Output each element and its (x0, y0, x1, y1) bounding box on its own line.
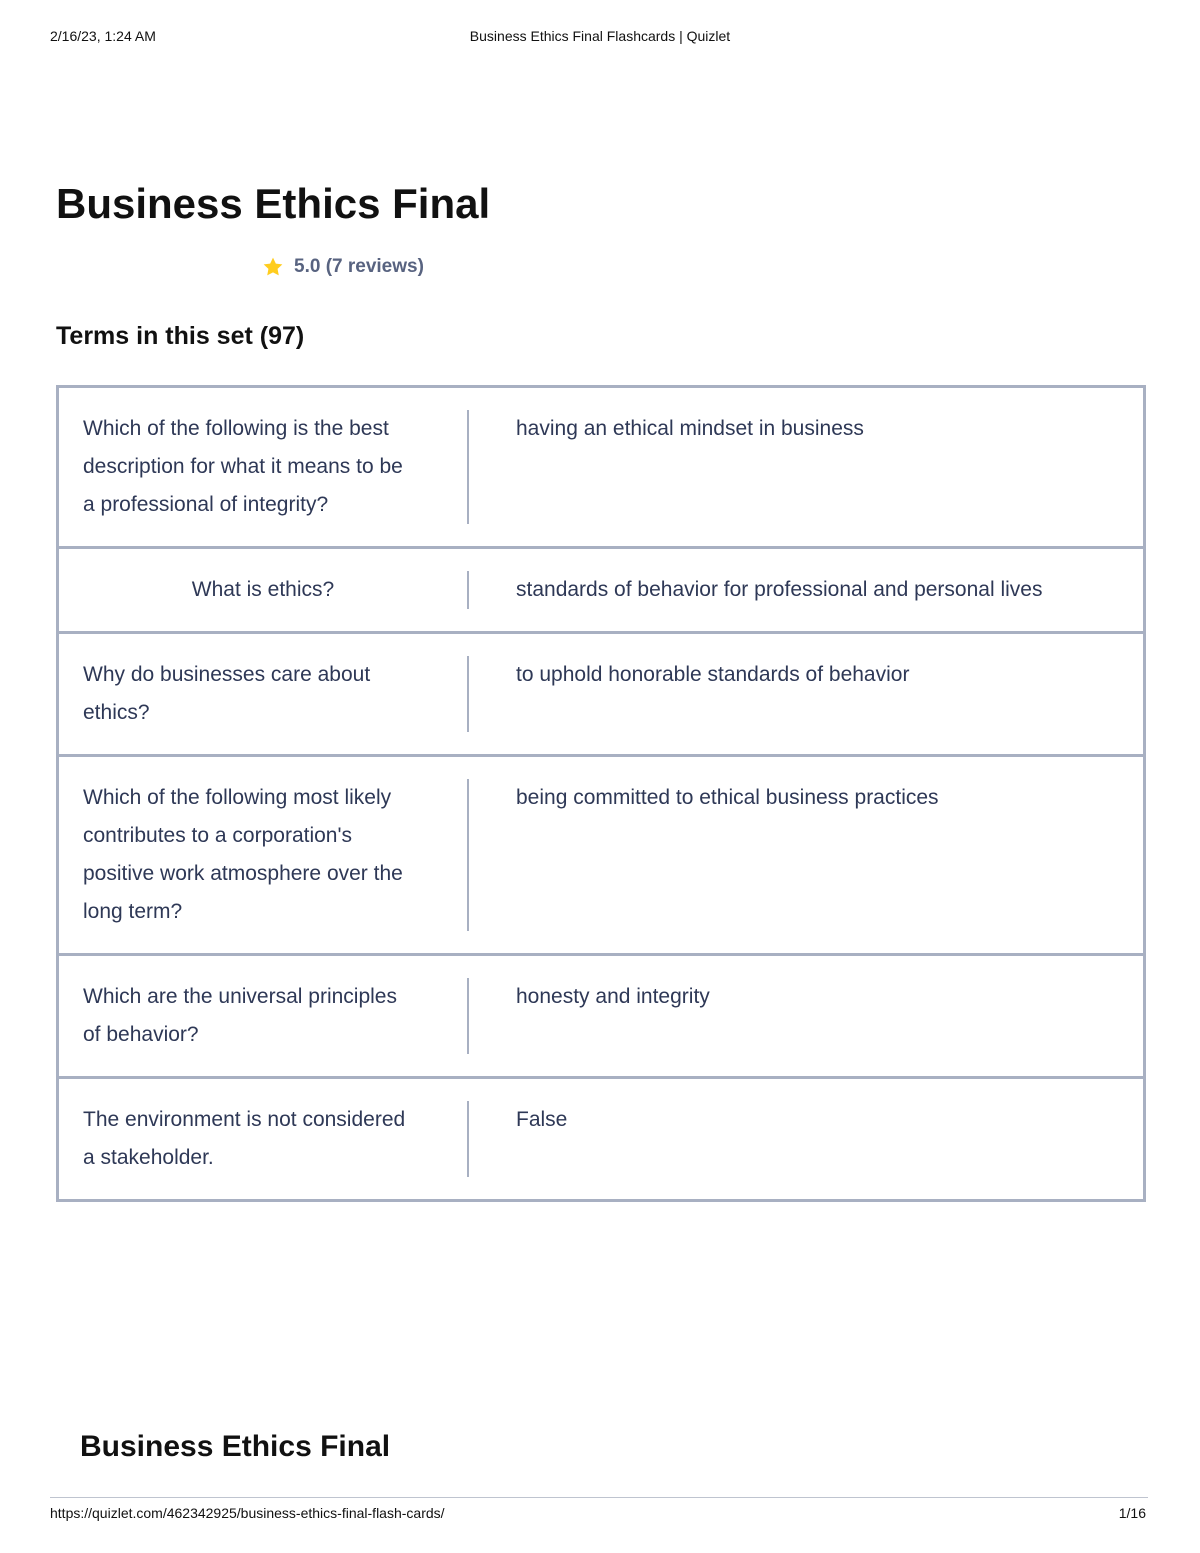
flashcard-row[interactable] (56, 757, 1146, 956)
rating[interactable] (262, 256, 424, 278)
print-url[interactable]: https://quizlet.com/462342925/business-ethics-final-flash-cards/ (50, 1505, 445, 1521)
flashcard-row[interactable] (56, 549, 1146, 634)
card-term: Which are the universal principles of behavior? (59, 978, 469, 1054)
footer-divider (50, 1497, 1148, 1498)
print-page-title: Business Ethics Final Flashcards | Quizlet (469, 28, 731, 44)
card-definition: having an ethical mindset in business (516, 417, 864, 440)
card-definition: False (516, 1108, 568, 1131)
flashcard-row[interactable] (56, 385, 1146, 549)
print-page-number: 1/16 (1118, 1505, 1146, 1521)
card-definition: to uphold honorable standards of behavior (516, 663, 910, 686)
flashcard-row[interactable] (56, 634, 1146, 757)
terms-heading: Terms in this set (97) (56, 322, 305, 350)
flashcard-row[interactable] (56, 1079, 1146, 1202)
print-header (50, 28, 1150, 44)
card-term: Which of the following most likely contributes to a corporation's positive work atmosphere over the long term? (59, 779, 469, 931)
card-definition: standards of behavior for professional and personal lives (516, 578, 1043, 601)
card-term: The environment is not considered a stakeholder. (59, 1101, 469, 1177)
flashcard-row[interactable] (56, 956, 1146, 1079)
flashcard-list (56, 385, 1146, 1202)
card-term: Why do businesses care about ethics? (59, 656, 469, 732)
rating-text: 5.0 (7 reviews) (294, 256, 424, 277)
set-title: Business Ethics Final (56, 180, 491, 227)
star-icon (262, 256, 284, 278)
section-title: Business Ethics Final (80, 1430, 391, 1463)
card-definition: honesty and integrity (516, 985, 710, 1008)
print-datetime: 2/16/23, 1:24 AM (50, 28, 156, 44)
card-term: Which of the following is the best description for what it means to be a professional of integrity? (59, 410, 469, 524)
card-definition: being committed to ethical business practices (516, 786, 939, 809)
print-footer (50, 1505, 1146, 1521)
card-term: What is ethics? (59, 571, 469, 609)
